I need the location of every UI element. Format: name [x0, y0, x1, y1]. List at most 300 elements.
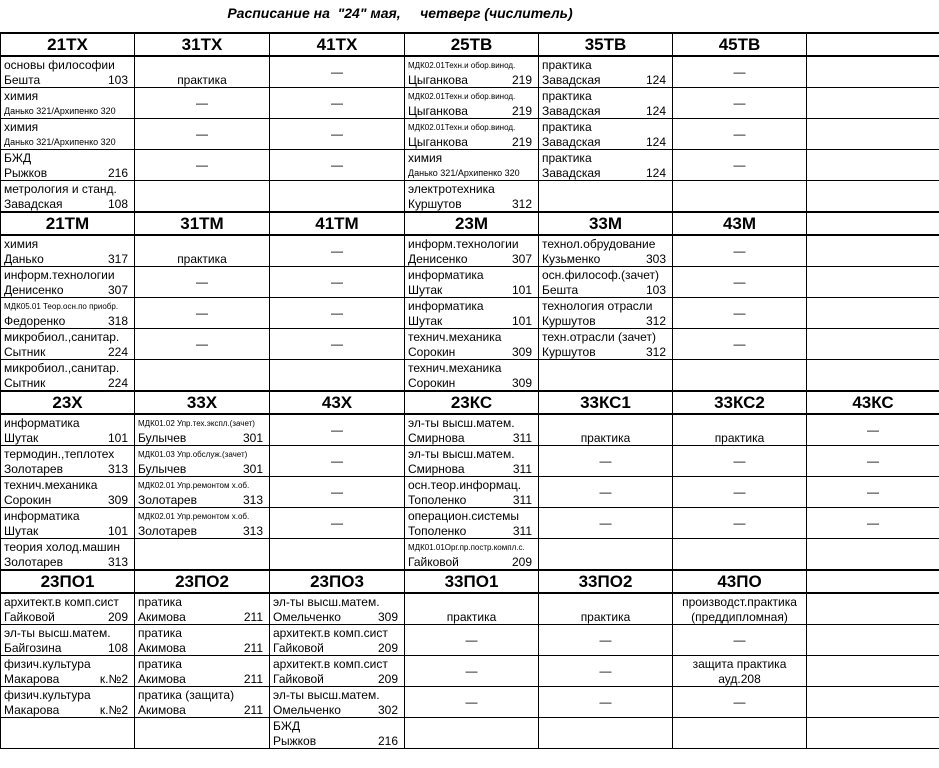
subject: химия	[408, 151, 443, 165]
group-header: 33Х	[135, 391, 270, 414]
teacher-room	[138, 641, 266, 655]
no-lesson-dash: —	[331, 65, 343, 79]
lesson-cell	[1, 539, 135, 571]
lesson-cell	[807, 150, 939, 181]
lesson-cell	[1, 656, 135, 687]
lesson-cell	[405, 88, 539, 119]
subject: технич.механика	[408, 361, 502, 375]
teacher: Золотарев	[4, 462, 63, 476]
lesson-cell	[673, 508, 807, 539]
lesson-cell	[270, 150, 405, 181]
no-lesson-dash: —	[465, 633, 478, 647]
detail: ауд.208	[718, 672, 761, 686]
no-lesson-dash: —	[331, 337, 343, 351]
no-lesson-dash: —	[733, 127, 746, 141]
subject: термодин.,теплотех	[4, 447, 115, 461]
room-number: 312	[511, 197, 532, 211]
lesson-cell	[673, 298, 807, 329]
lesson-cell	[405, 235, 539, 267]
practice-label: практика	[177, 73, 227, 87]
subject: производст.практика	[682, 595, 797, 609]
teacher-room	[138, 524, 266, 538]
teacher-room	[4, 104, 131, 118]
teacher: Гайковой	[408, 555, 459, 569]
lesson-cell	[135, 656, 270, 687]
subject: практика	[542, 151, 592, 165]
subject: БЖД	[273, 719, 301, 733]
practice-label: практика	[580, 610, 631, 624]
group-header-row	[1, 33, 939, 56]
teacher: Рыжков	[273, 734, 317, 748]
teacher-room	[542, 314, 669, 328]
teacher-room	[542, 166, 669, 180]
lesson-cell	[270, 656, 405, 687]
no-lesson-dash: —	[331, 275, 343, 289]
lesson-cell	[807, 56, 939, 88]
teacher: Омельченко	[273, 610, 341, 624]
room-number: 309	[377, 610, 398, 624]
no-lesson-dash: —	[867, 423, 879, 437]
teacher: Золотарев	[138, 524, 197, 538]
subject: эл-ты высш.матем.	[408, 416, 515, 430]
subject: МДК02.01Техн.и обор.винод.	[408, 61, 516, 70]
room-number: 219	[511, 73, 532, 87]
teacher: Акимова	[138, 672, 186, 686]
lesson-cell	[673, 539, 807, 571]
room-number: 124	[645, 135, 666, 149]
room-number: 313	[107, 462, 128, 476]
room-number: 103	[107, 73, 128, 87]
no-lesson-dash: —	[331, 423, 343, 437]
no-lesson-dash: —	[196, 275, 208, 289]
subject: физич.культура	[4, 657, 91, 671]
teacher: Байгозина	[4, 641, 62, 655]
lesson-cell	[135, 360, 270, 392]
teacher: Омельченко	[273, 703, 341, 717]
subject: технол.обрудование	[542, 237, 656, 251]
teacher: Завадская	[542, 104, 601, 118]
room-number: 124	[645, 73, 666, 87]
subject: МДК02.01 Упр.ремонтом х.об.	[138, 512, 250, 521]
lesson-cell	[673, 119, 807, 150]
group-header: 21ТХ	[1, 33, 135, 56]
lesson-cell	[539, 267, 673, 298]
teacher: Акимова	[138, 703, 186, 717]
lesson-cell	[539, 150, 673, 181]
teacher-room	[4, 555, 131, 569]
no-lesson-dash: —	[331, 516, 343, 530]
group-header-row	[1, 212, 939, 235]
room-number: 318	[107, 314, 128, 328]
teacher-room	[138, 493, 266, 507]
no-lesson-dash: —	[733, 158, 746, 172]
room-number: 211	[243, 672, 263, 686]
room-number: 209	[511, 555, 532, 569]
lesson-row	[1, 181, 939, 213]
schedule-table	[0, 32, 939, 749]
group-header-row	[1, 570, 939, 593]
teacher-room	[4, 376, 131, 390]
lesson-cell	[539, 539, 673, 571]
teacher-room	[542, 252, 669, 266]
lesson-cell	[1, 329, 135, 360]
group-header-row	[1, 391, 939, 414]
lesson-row	[1, 119, 939, 150]
lesson-cell	[539, 687, 673, 718]
room-number: к.№2	[99, 703, 128, 717]
subject: химия	[4, 237, 39, 251]
lesson-cell	[1, 88, 135, 119]
lesson-row	[1, 267, 939, 298]
teacher-room	[408, 252, 535, 266]
lesson-cell	[405, 687, 539, 718]
lesson-cell	[673, 181, 807, 213]
room-number: 311	[512, 524, 532, 538]
teacher-room	[408, 197, 535, 211]
teacher-room	[542, 345, 669, 359]
no-lesson-dash: —	[465, 695, 478, 709]
lesson-cell	[135, 477, 270, 508]
room-number: 101	[107, 431, 128, 445]
lesson-cell	[405, 329, 539, 360]
no-lesson-dash: —	[331, 244, 343, 258]
lesson-cell	[807, 477, 939, 508]
lesson-cell	[673, 329, 807, 360]
teacher: Макарова	[4, 672, 60, 686]
lesson-cell	[405, 56, 539, 88]
teacher: Акимова	[138, 610, 186, 624]
lesson-row	[1, 298, 939, 329]
teacher: Шутак	[4, 431, 39, 445]
lesson-cell	[539, 446, 673, 477]
lesson-cell	[807, 539, 939, 571]
room-number: 211	[243, 610, 263, 624]
lesson-row	[1, 656, 939, 687]
teacher-room	[138, 431, 266, 445]
subject: пратика	[138, 657, 182, 671]
teacher: Цыганкова	[408, 104, 468, 118]
teacher: Сытник	[4, 345, 46, 359]
no-lesson-dash: —	[331, 306, 343, 320]
subject: МДК02.01Техн.и обор.винод.	[408, 123, 516, 132]
lesson-cell	[1, 687, 135, 718]
no-lesson-dash: —	[196, 306, 208, 320]
lesson-cell	[807, 88, 939, 119]
practice-label: практика	[177, 252, 227, 266]
lesson-cell	[539, 414, 673, 446]
lesson-cell	[270, 625, 405, 656]
group-header: 45ТВ	[673, 33, 807, 56]
room-number: 311	[512, 462, 532, 476]
lesson-cell	[405, 508, 539, 539]
group-header	[807, 570, 939, 593]
subject: теория холод.машин	[4, 540, 120, 554]
room-number: 309	[511, 376, 532, 390]
lesson-cell	[270, 119, 405, 150]
teacher-room	[4, 431, 131, 445]
lesson-cell	[1, 56, 135, 88]
room-number: 312	[645, 345, 666, 359]
teacher: Данько 321/Архипенко 320	[4, 137, 116, 147]
lesson-cell	[135, 718, 270, 749]
subject: микробиол.,санитар.	[4, 330, 120, 344]
no-lesson-dash: —	[733, 306, 746, 320]
room-number: 301	[242, 431, 263, 445]
teacher-room	[408, 345, 535, 359]
no-lesson-dash: —	[599, 454, 612, 468]
room-number: 216	[377, 734, 398, 748]
teacher-room	[4, 135, 131, 149]
teacher: Бешта	[4, 73, 41, 87]
teacher-room	[408, 462, 535, 476]
teacher-room	[542, 104, 669, 118]
teacher: Сорокин	[408, 345, 456, 359]
lesson-cell	[539, 508, 673, 539]
lesson-cell	[135, 119, 270, 150]
teacher-room	[408, 314, 535, 328]
teacher-room	[408, 493, 535, 507]
lesson-cell	[539, 181, 673, 213]
teacher-room	[4, 462, 131, 476]
subject: операцион.системы	[408, 509, 520, 523]
teacher-room	[542, 73, 669, 87]
lesson-cell	[405, 718, 539, 749]
teacher-room	[273, 672, 401, 686]
teacher-room	[4, 641, 131, 655]
no-lesson-dash: —	[196, 96, 208, 110]
lesson-cell	[135, 687, 270, 718]
lesson-cell	[673, 360, 807, 392]
group-header: 43Х	[270, 391, 405, 414]
teacher-room	[138, 672, 266, 686]
lesson-cell	[807, 446, 939, 477]
room-number: 211	[243, 641, 263, 655]
group-header	[807, 212, 939, 235]
teacher: Бешта	[542, 283, 579, 297]
lesson-cell	[405, 656, 539, 687]
lesson-cell	[270, 508, 405, 539]
teacher: Тополенко	[408, 493, 467, 507]
lesson-cell	[1, 235, 135, 267]
teacher: Шутак	[408, 283, 443, 297]
teacher: Завадская	[542, 135, 601, 149]
teacher: Шутак	[408, 314, 443, 328]
subject: электротехника	[408, 182, 495, 196]
teacher: Тополенко	[408, 524, 467, 538]
detail: (преддипломная)	[691, 610, 788, 624]
lesson-cell	[135, 329, 270, 360]
lesson-cell	[405, 593, 539, 625]
lesson-cell	[405, 539, 539, 571]
no-lesson-dash: —	[867, 454, 879, 468]
no-lesson-dash: —	[733, 65, 746, 79]
lesson-cell	[270, 298, 405, 329]
subject: практика	[542, 89, 592, 103]
subject: информатика	[408, 268, 484, 282]
lesson-row	[1, 718, 939, 749]
subject: осн.философ.(зачет)	[542, 268, 659, 282]
lesson-cell	[1, 181, 135, 213]
room-number: 101	[511, 314, 532, 328]
lesson-cell	[539, 298, 673, 329]
lesson-cell	[807, 119, 939, 150]
no-lesson-dash: —	[733, 485, 746, 499]
lesson-cell	[1, 414, 135, 446]
lesson-cell	[539, 56, 673, 88]
lesson-cell	[673, 88, 807, 119]
group-header: 23ПО3	[270, 570, 405, 593]
subject: пратика (защита)	[138, 688, 235, 702]
teacher-room	[4, 524, 131, 538]
lesson-cell	[1, 150, 135, 181]
room-number: 224	[107, 345, 128, 359]
no-lesson-dash: —	[733, 337, 746, 351]
group-header: 31ТХ	[135, 33, 270, 56]
no-lesson-dash: —	[331, 158, 343, 172]
subject: основы философии	[4, 58, 115, 72]
teacher-room	[408, 524, 535, 538]
teacher-room	[408, 73, 535, 87]
lesson-cell	[1, 267, 135, 298]
lesson-cell	[539, 360, 673, 392]
teacher-room	[4, 283, 131, 297]
lesson-row	[1, 687, 939, 718]
teacher: Макарова	[4, 703, 60, 717]
lesson-cell	[807, 508, 939, 539]
room-number: 101	[107, 524, 128, 538]
subject: пратика	[138, 595, 182, 609]
lesson-cell	[1, 508, 135, 539]
teacher-room	[4, 703, 131, 717]
lesson-cell	[539, 718, 673, 749]
teacher: Куршутов	[542, 314, 596, 328]
no-lesson-dash: —	[196, 337, 208, 351]
subject: архитект.в комп.сист	[273, 657, 388, 671]
lesson-cell	[807, 414, 939, 446]
teacher: Гайковой	[273, 672, 324, 686]
group-header: 21ТМ	[1, 212, 135, 235]
no-lesson-dash: —	[331, 127, 343, 141]
lesson-cell	[135, 593, 270, 625]
lesson-cell	[673, 687, 807, 718]
lesson-cell	[673, 477, 807, 508]
no-lesson-dash: —	[465, 664, 478, 678]
room-number: 101	[511, 283, 532, 297]
subject: защита практика	[692, 657, 787, 671]
teacher-room	[4, 610, 131, 624]
teacher-room	[4, 73, 131, 87]
teacher-room	[408, 135, 535, 149]
subject: архитект.в комп.сист	[273, 626, 388, 640]
teacher-room	[542, 283, 669, 297]
subject: пратика	[138, 626, 182, 640]
lesson-cell	[405, 119, 539, 150]
teacher: Данько 321/Архипенко 320	[408, 168, 520, 178]
teacher-room	[4, 252, 131, 266]
lesson-cell	[405, 446, 539, 477]
room-number: 124	[645, 104, 666, 118]
lesson-row	[1, 88, 939, 119]
lesson-cell	[270, 718, 405, 749]
subject: физич.культура	[4, 688, 91, 702]
group-header: 33КС2	[673, 391, 807, 414]
teacher-room	[138, 610, 266, 624]
lesson-row	[1, 360, 939, 392]
subject: химия	[4, 89, 39, 103]
lesson-row	[1, 508, 939, 539]
subject: МДК01.02 Упр.тех.экспл.(зачет)	[138, 419, 255, 428]
lesson-cell	[135, 181, 270, 213]
no-lesson-dash: —	[867, 485, 879, 499]
room-number: 124	[645, 166, 666, 180]
subject: практика	[542, 58, 592, 72]
subject: МДК05.01 Теор.осн.по приобр.	[4, 302, 119, 311]
lesson-cell	[807, 625, 939, 656]
lesson-cell	[673, 150, 807, 181]
teacher-room	[408, 104, 535, 118]
group-header: 23М	[405, 212, 539, 235]
lesson-cell	[135, 625, 270, 656]
room-number: 103	[645, 283, 666, 297]
no-lesson-dash: —	[867, 516, 879, 530]
teacher-room	[273, 641, 401, 655]
lesson-cell	[135, 267, 270, 298]
subject: МДК01.01Орг.пр.постр.компл.с.	[408, 543, 525, 552]
subject: практика	[542, 120, 592, 134]
lesson-cell	[807, 298, 939, 329]
teacher-room	[4, 166, 131, 180]
subject: технич.механика	[408, 330, 502, 344]
room-number: 312	[645, 314, 666, 328]
teacher: Смирнова	[408, 431, 465, 445]
lesson-cell	[270, 329, 405, 360]
teacher-room	[4, 493, 131, 507]
lesson-cell	[270, 539, 405, 571]
lesson-cell	[135, 414, 270, 446]
subject: технология отрасли	[542, 299, 653, 313]
subject: метрология и станд.	[4, 182, 117, 196]
room-number: 219	[511, 135, 532, 149]
lesson-cell	[807, 718, 939, 749]
no-lesson-dash: —	[733, 244, 746, 258]
lesson-cell	[135, 508, 270, 539]
lesson-cell	[405, 267, 539, 298]
group-header: 25ТВ	[405, 33, 539, 56]
subject: эл-ты высш.матем.	[273, 688, 380, 702]
lesson-cell	[270, 414, 405, 446]
lesson-cell	[405, 360, 539, 392]
lesson-cell	[539, 235, 673, 267]
subject: информ.технологии	[408, 237, 519, 251]
lesson-row	[1, 414, 939, 446]
teacher: Золотарев	[4, 555, 63, 569]
subject: информатика	[408, 299, 484, 313]
teacher-room	[4, 345, 131, 359]
lesson-cell	[539, 119, 673, 150]
no-lesson-dash: —	[599, 633, 612, 647]
lesson-cell	[135, 539, 270, 571]
room-number: к.№2	[99, 672, 128, 686]
teacher-room	[4, 314, 131, 328]
no-lesson-dash: —	[733, 516, 746, 530]
lesson-row	[1, 539, 939, 571]
room-number: 313	[242, 524, 263, 538]
teacher: Куршутов	[542, 345, 596, 359]
no-lesson-dash: —	[733, 454, 746, 468]
room-number: 219	[511, 104, 532, 118]
teacher-room	[4, 197, 131, 211]
teacher-room	[408, 376, 535, 390]
